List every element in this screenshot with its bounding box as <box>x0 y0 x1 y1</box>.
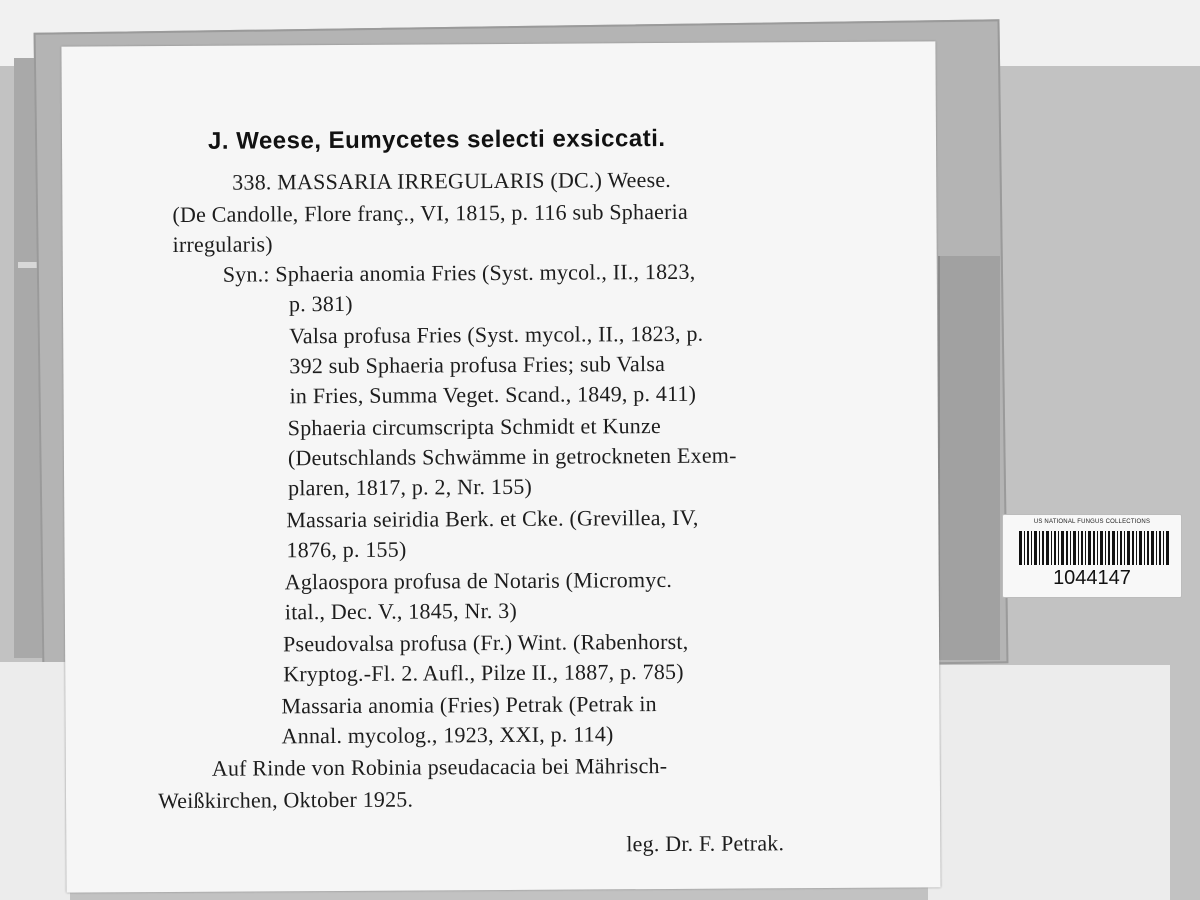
label-line: Kryptog.-Fl. 2. Aufl., Pilze II., 1887, p. 785) <box>283 658 684 687</box>
label-title: J. Weese, Eumycetes selecti exsiccati. <box>207 124 666 155</box>
label-line: Auf Rinde von Robinia pseudacacia bei Mährisch- <box>211 752 668 781</box>
label-line: Annal. mycolog., 1923, XXI, p. 114) <box>281 721 614 749</box>
lower-right-paper <box>928 665 1170 900</box>
label-line: Syn.: Sphaeria anomia Fries (Syst. mycol., II., 1823, <box>222 258 696 287</box>
label-line: (De Candolle, Flore franç., VI, 1815, p. 116 sub Sphaeria <box>172 198 688 228</box>
label-line: Massaria seiridia Berk. et Cke. (Grevillea, IV, <box>286 504 699 533</box>
barcode-icon <box>1019 531 1169 565</box>
label-line: Pseudovalsa profusa (Fr.) Wint. (Rabenhorst, <box>282 628 689 657</box>
label-line: 1876, p. 155) <box>286 536 407 563</box>
label-line: 338. MASSARIA IRREGULARIS (DC.) Weese. <box>232 166 672 195</box>
barcode-org-name: US NATIONAL FUNGUS COLLECTIONS <box>1033 519 1151 525</box>
packet-right-fold <box>938 256 1000 660</box>
label-line: Aglaospora profusa de Notaris (Micromyc. <box>284 566 673 595</box>
label-line: ital., Dec. V., 1845, Nr. 3) <box>284 597 518 625</box>
collector-line: leg. Dr. F. Petrak. <box>626 830 785 857</box>
label-line: plaren, 1817, p. 2, Nr. 155) <box>288 473 533 501</box>
label-line: (Deutschlands Schwämme in getrockneten Exem- <box>287 442 737 471</box>
exsiccata-label <box>61 41 940 892</box>
label-line: Weißkirchen, Oktober 1925. <box>157 786 414 814</box>
label-line: Valsa profusa Fries (Syst. mycol., II., 1823, p. <box>289 320 704 349</box>
label-line: Massaria anomia (Fries) Petrak (Petrak in <box>281 691 657 719</box>
label-line: in Fries, Summa Veget. Scand., 1849, p. 411) <box>289 380 697 409</box>
lower-left-paper <box>0 662 70 900</box>
barcode-label <box>1002 514 1182 598</box>
label-line: p. 381) <box>288 290 353 317</box>
label-line: Sphaeria circumscripta Schmidt et Kunze <box>287 413 661 441</box>
barcode-number: 1044147 <box>1053 567 1131 589</box>
label-line: irregularis) <box>172 231 273 258</box>
label-line: 392 sub Sphaeria profusa Fries; sub Valsa <box>289 350 666 379</box>
